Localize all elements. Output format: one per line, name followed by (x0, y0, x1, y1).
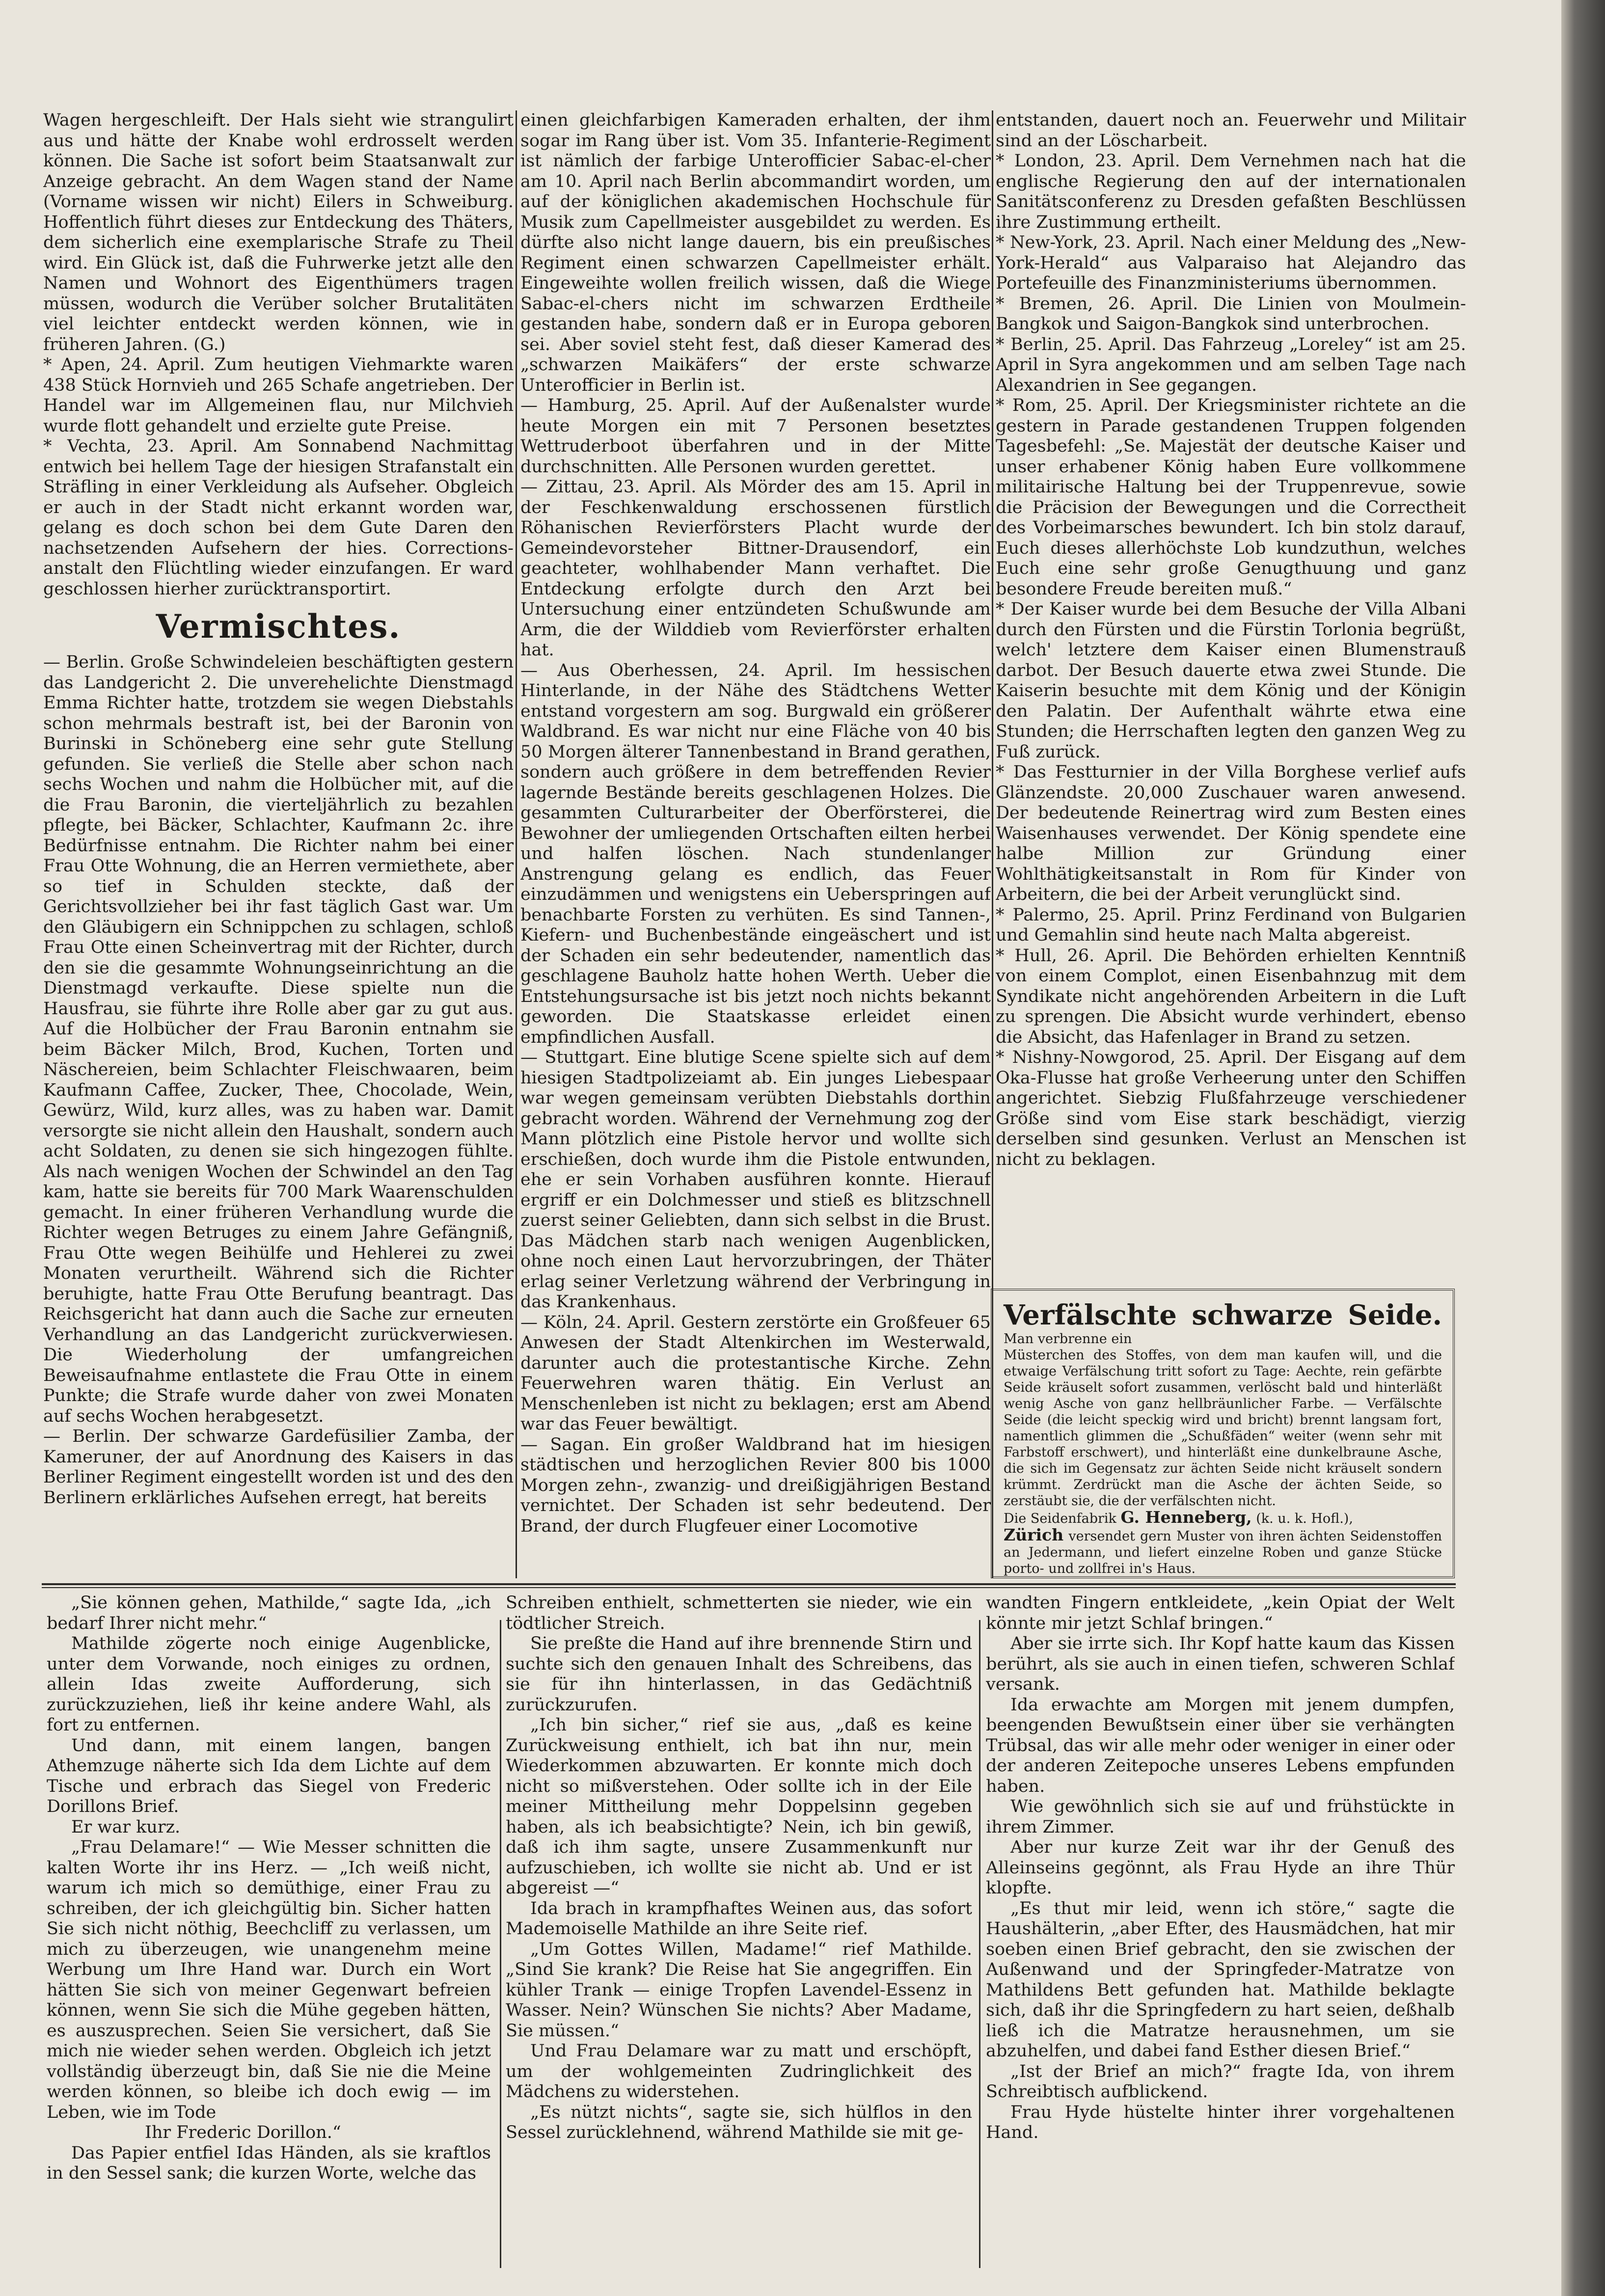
column-middle (520, 110, 991, 1583)
ad-title: Verfälschte schwarze Seide. (1004, 1299, 1442, 1331)
news-item-palermo: * Palermo, 25. April. Prinz Ferdinand von Bulgarien und Gemahlin sind heute nach Malta abgereist. (996, 905, 1466, 945)
ad-body: Müsterchen des Stoffes, von dem man kaufen will, und die etwaige Verfälschung tritt sofort zu Tage: Aechte, rein gefärbte Seide kräuselt sofort zusammen, verlöscht bald und hinterläßt wenig Asche von ganz hellbräunlicher Farbe. — Verfälschte Seide (die leicht speckig wird und bricht) brennt langsam fort, namentlich glimmen die „Schußfäden“ weiter (wenn sehr mit Farbstoff erschwert), und hinterläßt eine dunkelbraune Asche, die sich im Gegensatz zur ächten Seide nicht kräuselt sondern krümmt. Zerdrückt man die Asche der ächten Seide, so zerstäubt sie, die der verfälschten nicht. (1004, 1348, 1442, 1509)
serial-column-divider (500, 1620, 501, 2268)
article-continuation: Wagen hergeschleift. Der Hals sieht wie strangulirt aus und hätte der Knabe wohl erdrosselt werden können. Die Sache ist sofort beim Staatsanwalt zur Anzeige gebracht. An dem Wagen stand der Name (Vorname wissen wir nicht) Eilers in Schweiburg. Hoffentlich führt dieses zur Entdeckung des Thäters, dem sicherlich eine exemplarische Strafe zu Theil wird. Ein Glück ist, daß die Fuhrwerke jetzt alle den Namen und Wohnort des Eigenthümers tragen müssen, wodurch die Verüber solcher Brutalitäten viel leichter entdeckt werden können, wie in früheren Jahren. (G.) (43, 110, 514, 354)
ad-company-prefix: Die Seidenfabrik (1004, 1511, 1116, 1526)
serial-paragraph: Wie gewöhnlich sich sie auf und frühstückte in ihrem Zimmer. (986, 1797, 1455, 1837)
ad-city: Zürich (1004, 1525, 1064, 1544)
serial-paragraph: Aber nur kurze Zeit war ihr der Genuß des Alleinseins gegönnt, als Frau Hyde an ihre Thür klopfte. (986, 1837, 1455, 1898)
feuilleton-rule-thin (42, 1587, 1456, 1588)
news-item-stuttgart: — Stuttgart. Eine blutige Scene spielte sich auf dem hiesigen Stadtpolizeiamt ab. Ein junges Liebespaar war wegen gemeinsam verübten Diebstahls dorthin gebracht worden. Während der Vernehmung zog der Mann plötzlich eine Pistole hervor und wollte sich erschießen, doch wurde ihm die Pistole entwunden, ehe er sein Vorhaben ausführen konnte. Hierauf ergriff er ein Dolchmesser und stieß es blitzschnell zuerst seiner Geliebten, dann sich selbst in die Brust. Das Mädchen starb nach wenigen Augenblicken, ohne noch einen Laut hervorzubringen, der Thäter erlag seiner Verletzung während der Verbringung in das Krankenhaus. (520, 1048, 991, 1312)
news-item-new-york: * New-York, 23. April. Nach einer Meldung des „New-York-Herald“ aus Valparaiso hat Alejandro das Portefeuille des Finanzministeriums übernommen. (996, 233, 1466, 293)
serial-paragraph: Das Papier entfiel Idas Händen, als sie kraftlos in den Sessel sank; die kurzen Worte, welche das (47, 2143, 491, 2183)
serial-paragraph: Frau Hyde hüstelte hinter ihrer vorgehaltenen Hand. (986, 2102, 1455, 2142)
advertisement-seide (991, 1289, 1455, 1578)
serial-paragraph: Und Frau Delamare war zu matt und erschöpft, um der wohlgemeinten Zudringlichkeit des Mädchens zu widerstehen. (506, 2041, 972, 2102)
news-item-nishny-nowgorod: * Nishny-Nowgorod, 25. April. Der Eisgang auf dem Oka-Flusse hat große Verheerung unter den Schiffen angerichtet. Siebzig Flußfahrzeuge verschiedener Größe sind vom Eise stark beschädigt, vierzig derselben sind gesunken. Verlust an Menschen ist nicht zu beklagen. (996, 1048, 1466, 1169)
page-edge-shadow (1561, 0, 1605, 2296)
serial-paragraph: „Es nützt nichts“, sagte sie, sich hülflos in den Sessel zurücklehnend, während Mathilde sie mit ge- (506, 2102, 972, 2142)
serial-paragraph: Er war kurz. (71, 1817, 181, 1837)
serial-paragraph: „Um Gottes Willen, Madame!“ rief Mathilde. „Sind Sie krank? Die Reise hat Sie angegriffen. Ein kühler Trank — einige Tropfen Lavendel-Essenz in Wasser. Nein? Wünschen Sie nichts? Aber Madame, Sie müssen.“ (506, 1939, 972, 2041)
serial-paragraph: Mathilde zögerte noch einige Augenblicke, unter dem Vorwande, noch einiges zu ordnen, allein Idas zweite Aufforderung, sich zurückzuziehen, ließ ihr keine andere Wahl, als fort zu entfernen. (47, 1634, 491, 1735)
ad-city-line (1004, 1527, 1442, 1577)
news-item-festturnier: * Das Festturnier in der Villa Borghese verlief aufs Glänzendste. 20,000 Zuschauer waren anwesend. Der bedeutende Reinertrag wird zum Besten eines Waisenhauses verwendet. Der König spendete eine halbe Million zur Gründung einer Wohlthätigkeitsanstalt in Rom für Kinder von Arbeitern, die bei der Arbeit verunglückt sind. (996, 762, 1466, 904)
news-item-apen: * Apen, 24. April. Zum heutigen Viehmarkte waren 438 Stück Hornvieh und 265 Schafe angetrieben. Der Handel war im Allgemeinen flau, nur Milchvieh wurde flott gehandelt und erzielte gute Preise. (43, 355, 514, 436)
serial-paragraph: „Ich bin sicher,“ rief sie aus, „daß es keine Zurückweisung enthielt, ich bat ihn nur, mein Wiederkommen abzuwarten. Er konnte mich doch nicht so mißverstehen. Oder sollte ich in der Eile meiner Mittheilung mehr Doppelsinn gegeben haben, als ich beabsichtigte? Nein, ich bin gewiß, daß ich ihm sagte, unsere Zusammenkunft nur aufzuschieben, ich wollte sie nicht ab. Und er ist abgereist —“ (506, 1715, 972, 1898)
serial-paragraph: Und dann, mit einem langen, bangen Athemzuge näherte sich Ida dem Lichte auf dem Tische und erbrach das Siegel von Frederic Dorillons Brief. (47, 1735, 491, 1816)
ad-company-suffix: (k. u. k. Hofl.), (1256, 1511, 1353, 1526)
serial-column-left (47, 1593, 491, 2270)
section-heading-vermischtes: Vermischtes. (156, 607, 401, 646)
serial-paragraph: Schreiben enthielt, schmetterten sie nieder, wie ein tödtlicher Streich. (506, 1593, 972, 1633)
news-item-bremen: * Bremen, 26. April. Die Linien von Moulmein-Bangkok und Saigon-Bangkok sind unterbrochen. (996, 294, 1466, 334)
serial-paragraph: „Frau Delamare!“ — Wie Messer schnitten die kalten Worte ihr ins Herz. — „Ich weiß nicht, warum ich mich so demüthige, einer Frau zu schreiben, der ich gleichgültig bin. Sicher hatten Sie sich nicht nöthig, Beechcliff zu verlassen, um mich zu überzeugen, wie unangenehm meine Werbung um Ihre Hand war. Durch ein Wort hätten Sie sich von meiner Gegenwart befreien können, wenn Sie sich die Mühe gegeben hätten, es auszusprechen. Seien Sie versichert, daß Sie mich nie wieder sehen werden. Obgleich ich jetzt vollständig überzeugt bin, daß Sie nie die Meine werden können, so bleibe ich doch ewig — im Leben, wie im Tode (47, 1837, 491, 2122)
news-item-sagan: — Sagan. Ein großer Waldbrand hat im hiesigen städtischen und herzoglichen Revier 800 bis 1000 Morgen zehn-, zwanzig- und dreißigjährigen Bestand vernichtet. Der Schaden ist sehr bedeutend. Der Brand, der durch Flugfeuer einer Locomotive (520, 1434, 991, 1536)
news-item-berlin-loreley: * Berlin, 25. April. Das Fahrzeug „Loreley“ ist am 25. April in Syra angekommen und am selben Tage nach Alexandrien in See gegangen. (996, 334, 1466, 395)
news-item-hull: * Hull, 26. April. Die Behörden erhielten Kenntniß von einem Complot, einen Eisenbahnzug mit dem Syndikate nicht angehörenden Arbeitern in die Luft zu sprengen. Die Absicht wurde verhindert, ebenso die Absicht, das Hafenlager in Brand zu setzen. (996, 945, 1466, 1047)
news-item-london: * London, 23. April. Dem Vernehmen nach hat die englische Regierung den auf der internationalen Sanitätsconferenz zu Dresden gefaßten Beschlüssen ihre Zustimmung ertheilt. (996, 151, 1466, 232)
news-item-kaiser-villa: * Der Kaiser wurde bei dem Besuche der Villa Albani durch den Fürsten und die Fürstin Torlonia begrüßt, welch' letztere dem Kaiser einen Blumenstrauß darbot. Der Besuch dauerte etwa zwei Stunde. Die Kaiserin besuchte mit dem König und der Königin den Palatin. Der Aufenthalt währte etwa eine Stunden; die Herrschaften legten den ganzen Weg zu Fuß zurück. (996, 599, 1466, 762)
serial-paragraph: „Es thut mir leid, wenn ich störe,“ sagte die Haushälterin, „aber Efter, des Hausmädchen, hat mir soeben einen Brief gebracht, den sie zwischen der Außenwand und der Springfeder-Matratze von Mathildens Bett gefunden hat. Mathilde beklagte sich, daß ihr die Springfedern zu hart seien, deßhalb ließ ich die Matratze herausnehmen, um sie abzuhelfen, und dabei fand Esther diesen Brief.“ (986, 1898, 1455, 2061)
serial-paragraph: Ida erwachte am Morgen mit jenem dumpfen, beengenden Bewußtsein einer über sie verhängten Trübsal, das wir alle mehr oder weniger in einer oder der anderen Zeitepoche unseres Lebens empfunden haben. (986, 1695, 1455, 1796)
column-divider (516, 110, 517, 1578)
news-item-berlin-schwindel: — Berlin. Große Schwindeleien beschäftigten gestern das Landgericht 2. Die unverehelichte Dienstmagd Emma Richter hatte, trotzdem sie wegen Diebstahls schon mehrmals bestraft ist, bei der Baronin von Burinski in Schöneberg eine sehr gute Stellung gefunden. Sie verließ die Stelle aber schon nach sechs Wochen und nahm die Holbücher mit, auf die die Frau Baronin, die vierteljährlich zu bezahlen pflegte, bei Bäcker, Schlachter, Kaufmann 2c. ihre Bedürfnisse entnahm. Die Richter nahm bei einer Frau Otte Wohnung, die an Herren vermiethete, aber so tief in Schulden steckte, daß der Gerichtsvollzieher bei ihr fast täglich Gast war. Um den Gläubigern ein Schnippchen zu schlagen, schloß Frau Otte einen Scheinvertrag mit der Richter, durch den sie die gesammte Wohnungseinrichtung an die Dienstmagd verkaufte. Diese spielte nun die Hausfrau, sie führte ihre Rolle aber gar zu gut aus. Auf die Holbücher der Frau Baronin entnahm sie beim Bäcker Milch, Brod, Kuchen, Torten und Näschereien, beim Schlachter Fleischwaaren, beim Kaufmann Caffee, Zucker, Thee, Chocolade, Wein, Gewürz, Wild, kurz alles, was zu haben war. Damit versorgte sie nicht allein den Haushalt, sondern auch acht Soldaten, zu denen sie sich hingezogen fühlte. Als nach wenigen Wochen der Schwindel an den Tag kam, hatte sie bereits für 700 Mark Waarenschulden gemacht. In einer früheren Verhandlung wurde die Richter wegen Betruges zu einem Jahre Gefängniß, Frau Otte wegen Beihülfe und Hehlerei zu zwei Monaten verurtheilt. Während sich die Richter beruhigte, hatte Frau Otte Berufung beantragt. Das Reichsgericht hat dann auch die Sache zur erneuten Verhandlung an das Landgericht zurückverwiesen. Die Wiederholung der umfangreichen Beweisaufnahme entlastete die Frau Otte in einem Punkte; die Strafe wurde daher von zwei Monaten auf sechs Wochen herabgesetzt. (43, 652, 514, 1426)
serial-paragraph: „Ist der Brief an mich?“ fragte Ida, von ihrem Schreibtisch aufblickend. (986, 2061, 1455, 2102)
feuilleton-rule (42, 1583, 1456, 1585)
news-item-berlin-zamba: — Berlin. Der schwarze Gardefüsilier Zamba, der Kameruner, der auf Anordnung des Kaisers in das Berliner Regiment eingestellt worden ist und des den Berlinern erklärliches Aufsehen erregt, hat bereits (43, 1427, 514, 1508)
ad-company-name: G. Henneberg, (1120, 1508, 1252, 1527)
serial-column-middle (506, 1593, 972, 2270)
news-item-rom: * Rom, 25. April. Der Kriegsminister richtete an die gestern in Parade gestandenen Truppen folgenden Tagesbefehl: „Se. Majestät der deutsche Kaiser und unser erhabener König haben Eure vollkommene militairische Haltung bei der Truppenrevue, sowie die Präcision der Bewegungen und die Correctheit des Vorbeimarsches bewundert. Ich bin stolz darauf, Euch dieses allerhöchste Lob kundzuthun, welches Euch eine sehr große Genugthuung und ganz besondere Freude bereiten muß.“ (996, 396, 1466, 599)
article-continuation: einen gleichfarbigen Kameraden erhalten, der ihm sogar im Rang über ist. Vom 35. Infanterie-Regiment ist nämlich der farbige Unterofficier Sabac-el-cher am 10. April nach Berlin abcommandirt worden, um auf der königlichen akademischen Hochschule für Musik zum Capellmeister ausgebildet zu werden. Es dürfte also nicht lange dauern, bis ein preußisches Regiment einen schwarzen Capellmeister erhält. Eingeweihte wollen freilich wissen, daß die Wiege Sabac-el-chers nicht im schwarzen Erdtheile gestanden habe, sondern daß er in Europa geboren sei. Aber soviel steht fest, daß dieser Kamerad des „schwarzen Maikäfers“ der erste schwarze Unterofficier in Berlin ist. (520, 110, 991, 395)
ad-tail: versendet gern Muster von ihren ächten Seidenstoffen an Jedermann, und liefert einzelne Roben und ganze Stücke porto- und zollfrei in's Haus. (1004, 1529, 1442, 1576)
news-item-koeln: — Köln, 24. April. Gestern zerstörte ein Großfeuer 65 Anwesen der Stadt Altenkirchen im Westerwald, darunter auch die protestantische Kirche. Zehn Feuerwehren waren thätig. Ein Verlust an Menschenleben ist nicht zu beklagen; erst am Abend war das Feuer bewältigt. (520, 1312, 991, 1434)
news-item-zittau: — Zittau, 23. April. Als Mörder des am 15. April in der Feschkenwaldung erschossenen fürstlich Röhanischen Revierförsters Placht wurde der Gemeindevorsteher Bittner-Drausendorf, ein geachteter, wohlhabender Mann verhaftet. Die Entdeckung erfolgte durch den Arzt bei Untersuchung einer entzündeten Schußwunde am Arm, die der Wilddieb vom Revierförster erhalten hat. (520, 477, 991, 660)
ad-company-line (1004, 1509, 1442, 1527)
news-item-oberhessen: — Aus Oberhessen, 24. April. Im hessischen Hinterlande, in der Nähe des Städtchens Wetter entstand vorgestern am sog. Burgwald ein größerer Waldbrand. Es war nicht nur eine Fläche von 40 bis 50 Morgen älterer Tannenbestand in Brand gerathen, sondern auch größere in dem betreffenden Revier lagernde Bestände bereits geschlagenen Holzes. Die gesammten Culturarbeiter der Oberförsterei, die Bewohner der umliegenden Ortschaften eilten herbei und halfen löschen. Nach stundenlanger Anstrengung gelang es endlich, das Feuer einzudämmen und wenigstens ein Ueberspringen auf benachbarte Forsten zu verhüten. Es sind Tannen-, Kiefern- und Buchenbestände eingeäschert und ist der Schaden ein sehr bedeutender, namentlich das geschlagene Bauholz hatte hohen Werth. Ueber die Entstehungsursache ist bis jetzt noch nichts bekannt geworden. Die Staatskasse erleidet einen empfindlichen Ausfall. (520, 660, 991, 1047)
serial-paragraph: Aber sie irrte sich. Ihr Kopf hatte kaum das Kissen berührt, als sie auch in einen tiefen, schweren Schlaf versank. (986, 1634, 1455, 1694)
serial-signature: Ihr Frederic Dorillon.“ (145, 2123, 341, 2142)
serial-paragraph: Ida brach in krampfhaftes Weinen aus, das sofort Mademoiselle Mathilde an ihre Seite rief. (506, 1898, 972, 1939)
news-item-hamburg: — Hamburg, 25. April. Auf der Außenalster wurde heute Morgen ein mit 7 Personen besetztes Wettruderboot überfahren und in der Mitte durchschnitten. Alle Personen wurden gerettet. (520, 396, 991, 477)
ad-side-text: Man verbrenne ein (1004, 1331, 1132, 1347)
serial-column-right (986, 1593, 1455, 2270)
article-continuation: entstanden, dauert noch an. Feuerwehr und Militair sind an der Löscharbeit. (996, 110, 1466, 151)
serial-paragraph: Sie preßte die Hand auf ihre brennende Stirn und suchte sich den genauen Inhalt des Schreibens, das sie für ihn hinterlassen, in das Gedächtniß zurückzurufen. (506, 1634, 972, 1715)
news-item-vechta: * Vechta, 23. April. Am Sonnabend Nachmittag entwich bei hellem Tage der hiesigen Strafanstalt ein Sträfling in einer Verkleidung als Aufseher. Obgleich er auch in der Stadt nicht erkannt worden war, gelang es doch schon bei dem Gute Daren den nachsetzenden Aufsehern der hies. Corrections-anstalt den Flüchtling wieder einzufangen. Er ward geschlossen hierher zurücktransportirt. (43, 436, 514, 599)
column-left (43, 110, 514, 1564)
column-right (996, 110, 1466, 1274)
serial-paragraph: wandten Fingern entkleidete, „kein Opiat der Welt könnte mir jetzt Schlaf bringen.“ (986, 1593, 1455, 1633)
serial-paragraph: „Sie können gehen, Mathilde,“ sagte Ida, „ich bedarf Ihrer nicht mehr.“ (47, 1593, 491, 1633)
serial-column-divider (979, 1620, 980, 2268)
